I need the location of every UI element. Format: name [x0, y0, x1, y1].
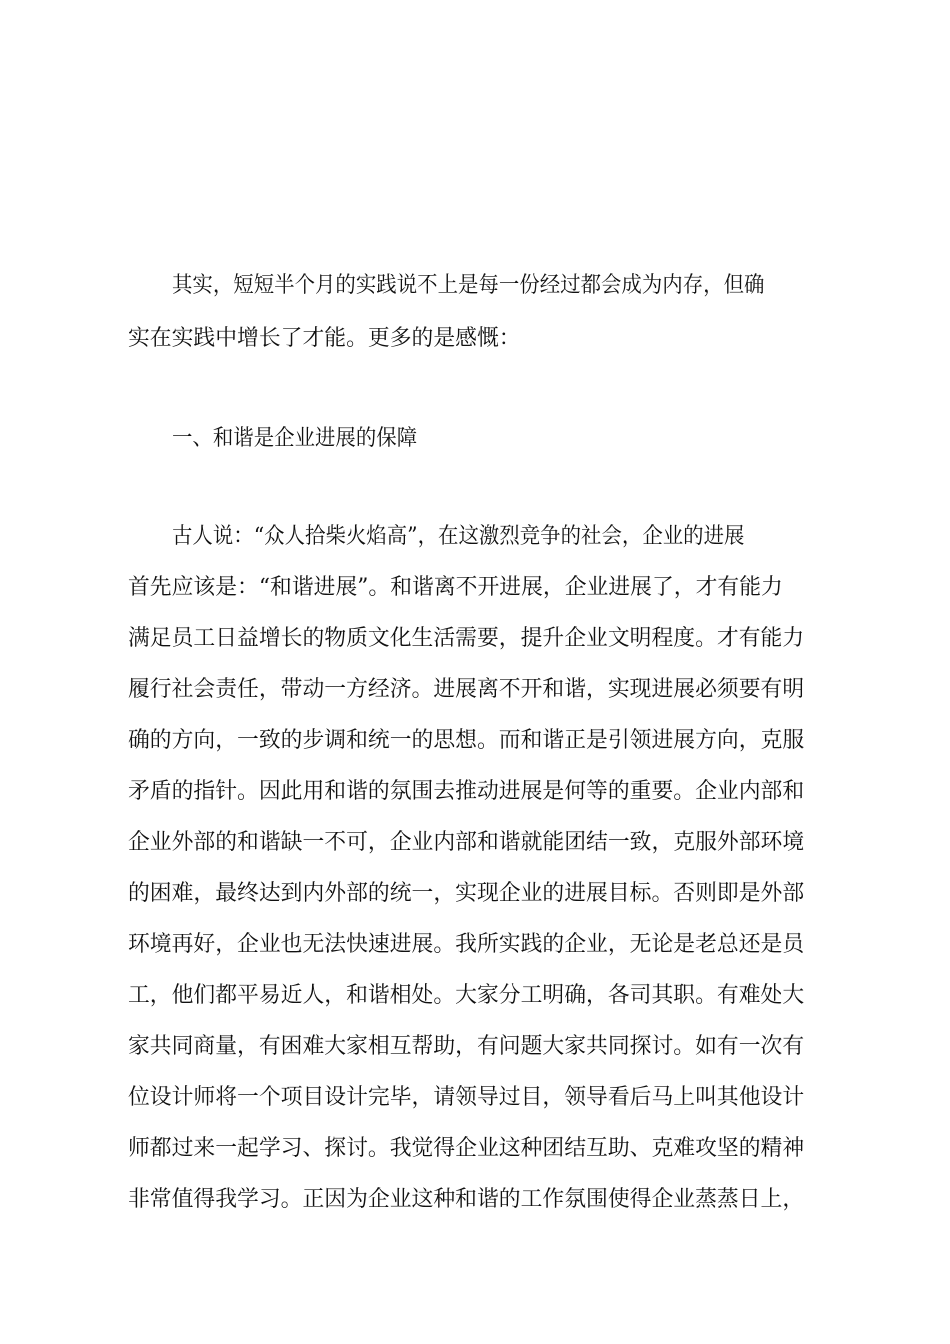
paragraph-2-line-13: 师都过来一起学习、探讨。我觉得企业这种团结互助、克难攻坚的精神	[128, 1136, 805, 1161]
paragraph-2-line-3: 满足员工日益增长的物质文化生活需要，提升企业文明程度。才有能力	[128, 626, 805, 651]
paragraph-2-line-14: 非常值得我学习。正因为企业这种和谐的工作氛围使得企业蒸蒸日上，	[128, 1187, 805, 1212]
paragraph-2-line-2: 首先应该是：“和谐进展”。和谐离不开进展，企业进展了，才有能力	[128, 575, 783, 600]
paragraph-2-line-5: 确的方向，一致的步调和统一的思想。而和谐正是引领进展方向，克服	[128, 728, 805, 753]
paragraph-1-line-1: 其实，短短半个月的实践说不上是每一份经过都会成为内存，但确	[172, 273, 765, 298]
paragraph-2-line-7: 企业外部的和谐缺一不可，企业内部和谐就能团结一致，克服外部环境	[128, 830, 805, 855]
paragraph-2-line-9: 环境再好，企业也无法快速进展。我所实践的企业，无论是老总还是员	[128, 932, 805, 957]
paragraph-2-line-11: 家共同商量，有困难大家相互帮助，有问题大家共同探讨。如有一次有	[128, 1034, 805, 1059]
paragraph-2-line-6: 矛盾的指针。因此用和谐的氛围去推动进展是何等的重要。企业内部和	[128, 779, 805, 804]
paragraph-2-line-4: 履行社会责任，带动一方经济。进展离不开和谐，实现进展必须要有明	[128, 677, 805, 702]
paragraph-2-line-10: 工，他们都平易近人，和谐相处。大家分工明确，各司其职。有难处大	[128, 983, 805, 1008]
section-heading-1: 一、和谐是企业进展的保障	[172, 426, 418, 451]
paragraph-1-line-2: 实在实践中增长了才能。更多的是感慨：	[128, 326, 521, 351]
paragraph-2-line-8: 的困难，最终达到内外部的统一，实现企业的进展目标。否则即是外部	[128, 881, 805, 906]
paragraph-2-line-1: 古人说：“众人拾柴火焰高”，在这激烈竞争的社会，企业的进展	[172, 524, 745, 549]
paragraph-2-line-12: 位设计师将一个项目设计完毕，请领导过目，领导看后马上叫其他设计	[128, 1085, 805, 1110]
